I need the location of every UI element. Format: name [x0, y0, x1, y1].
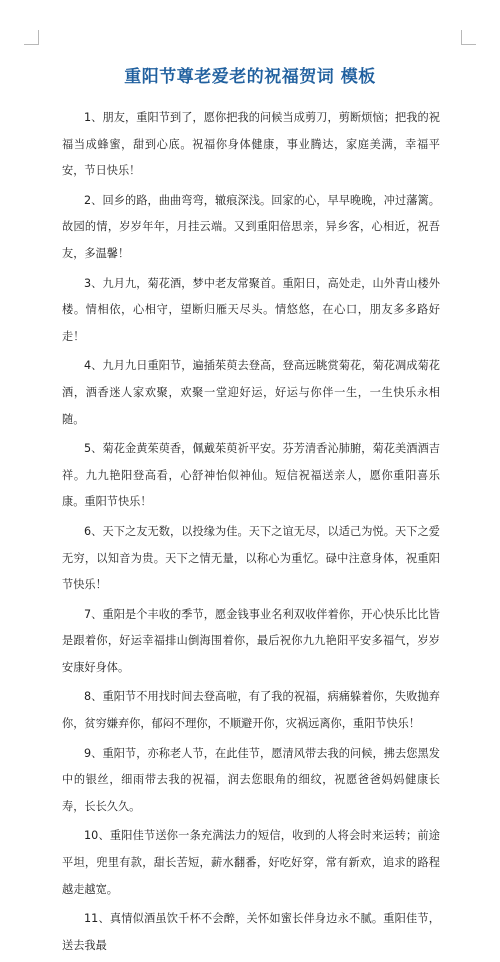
paragraph: 1、朋友，重阳节到了，愿你把我的问候当成剪刀，剪断烦恼；把我的祝福当成蜂蜜，甜到心底。祝福你身体健康，事业腾达，家庭美满，幸福平安，节日快乐！ — [62, 111, 440, 178]
document-body — [62, 105, 440, 962]
crop-mark-top-left — [24, 30, 39, 45]
document-title: 重阳节尊老爱老的祝福贺词 模板 — [124, 67, 376, 87]
paragraph: 11、真情似酒虽饮千杯不会醉，关怀如蜜长伴身边永不腻。重阳佳节，送去我最 — [62, 912, 440, 952]
paragraph: 3、九月九，菊花酒，梦中老友常聚首。重阳日，高处走，山外青山楼外楼。情相依，心相守，望断归雁天尽头。情悠悠，在心口，朋友多多路好走！ — [62, 276, 440, 343]
paragraph: 4、九月九日重阳节，遍插茱萸去登高，登高远眺赏菊花，菊花凋成菊花酒，酒香迷人家欢聚，欢聚一堂迎好运，好运与你伴一生，一生快乐永相随。 — [62, 359, 440, 426]
paragraph: 9、重阳节，亦称老人节，在此佳节，愿清风带去我的问候，拂去您黑发中的银丝，细雨带去我的祝福，润去您眼角的细纹，祝愿爸爸妈妈健康长寿，长长久久。 — [62, 746, 440, 813]
crop-mark-top-right — [461, 30, 476, 45]
paragraph: 7、重阳是个丰收的季节，愿金钱事业名利双收伴着你，开心快乐比比皆是跟着你，好运幸福排山倒海围着你，最后祝你九九艳阳平安多福气，岁岁安康好身体。 — [62, 607, 440, 674]
paragraph: 5、菊花金黄茱萸香，佩戴茱萸祈平安。芬芳清香沁肺腑，菊花美酒酒吉祥。九九艳阳登高看，心舒神怡似神仙。短信祝福送亲人，愿你重阳喜乐康。重阳节快乐！ — [62, 442, 440, 509]
paragraph: 8、重阳节不用找时间去登高啦，有了我的祝福，病痛躲着你，失败抛弃你，贫穷嫌弃你，郁闷不理你，不顺避开你，灾祸远离你，重阳节快乐！ — [62, 690, 440, 731]
paragraph: 6、天下之友无数，以投缘为佳。天下之谊无尽，以适己为悦。天下之爱无穷，以知音为贵。天下之情无量，以称心为重忆。碌中注意身体，祝重阳节快乐！ — [62, 524, 440, 592]
paragraph: 10、重阳佳节送你一条充满法力的短信，收到的人将会时来运转；前途平坦，兜里有款，甜长苦短，薪水翻番，好吃好穿，常有新欢，追求的路程越走越宽。 — [62, 829, 440, 896]
paragraph: 2、回乡的路，曲曲弯弯，辙痕深浅。回家的心，早早晚晚，冲过藩篱。故园的情，岁岁年年，月挂云端。又到重阳倍思亲，异乡客，心相近，祝吾友，多温馨！ — [62, 193, 440, 260]
